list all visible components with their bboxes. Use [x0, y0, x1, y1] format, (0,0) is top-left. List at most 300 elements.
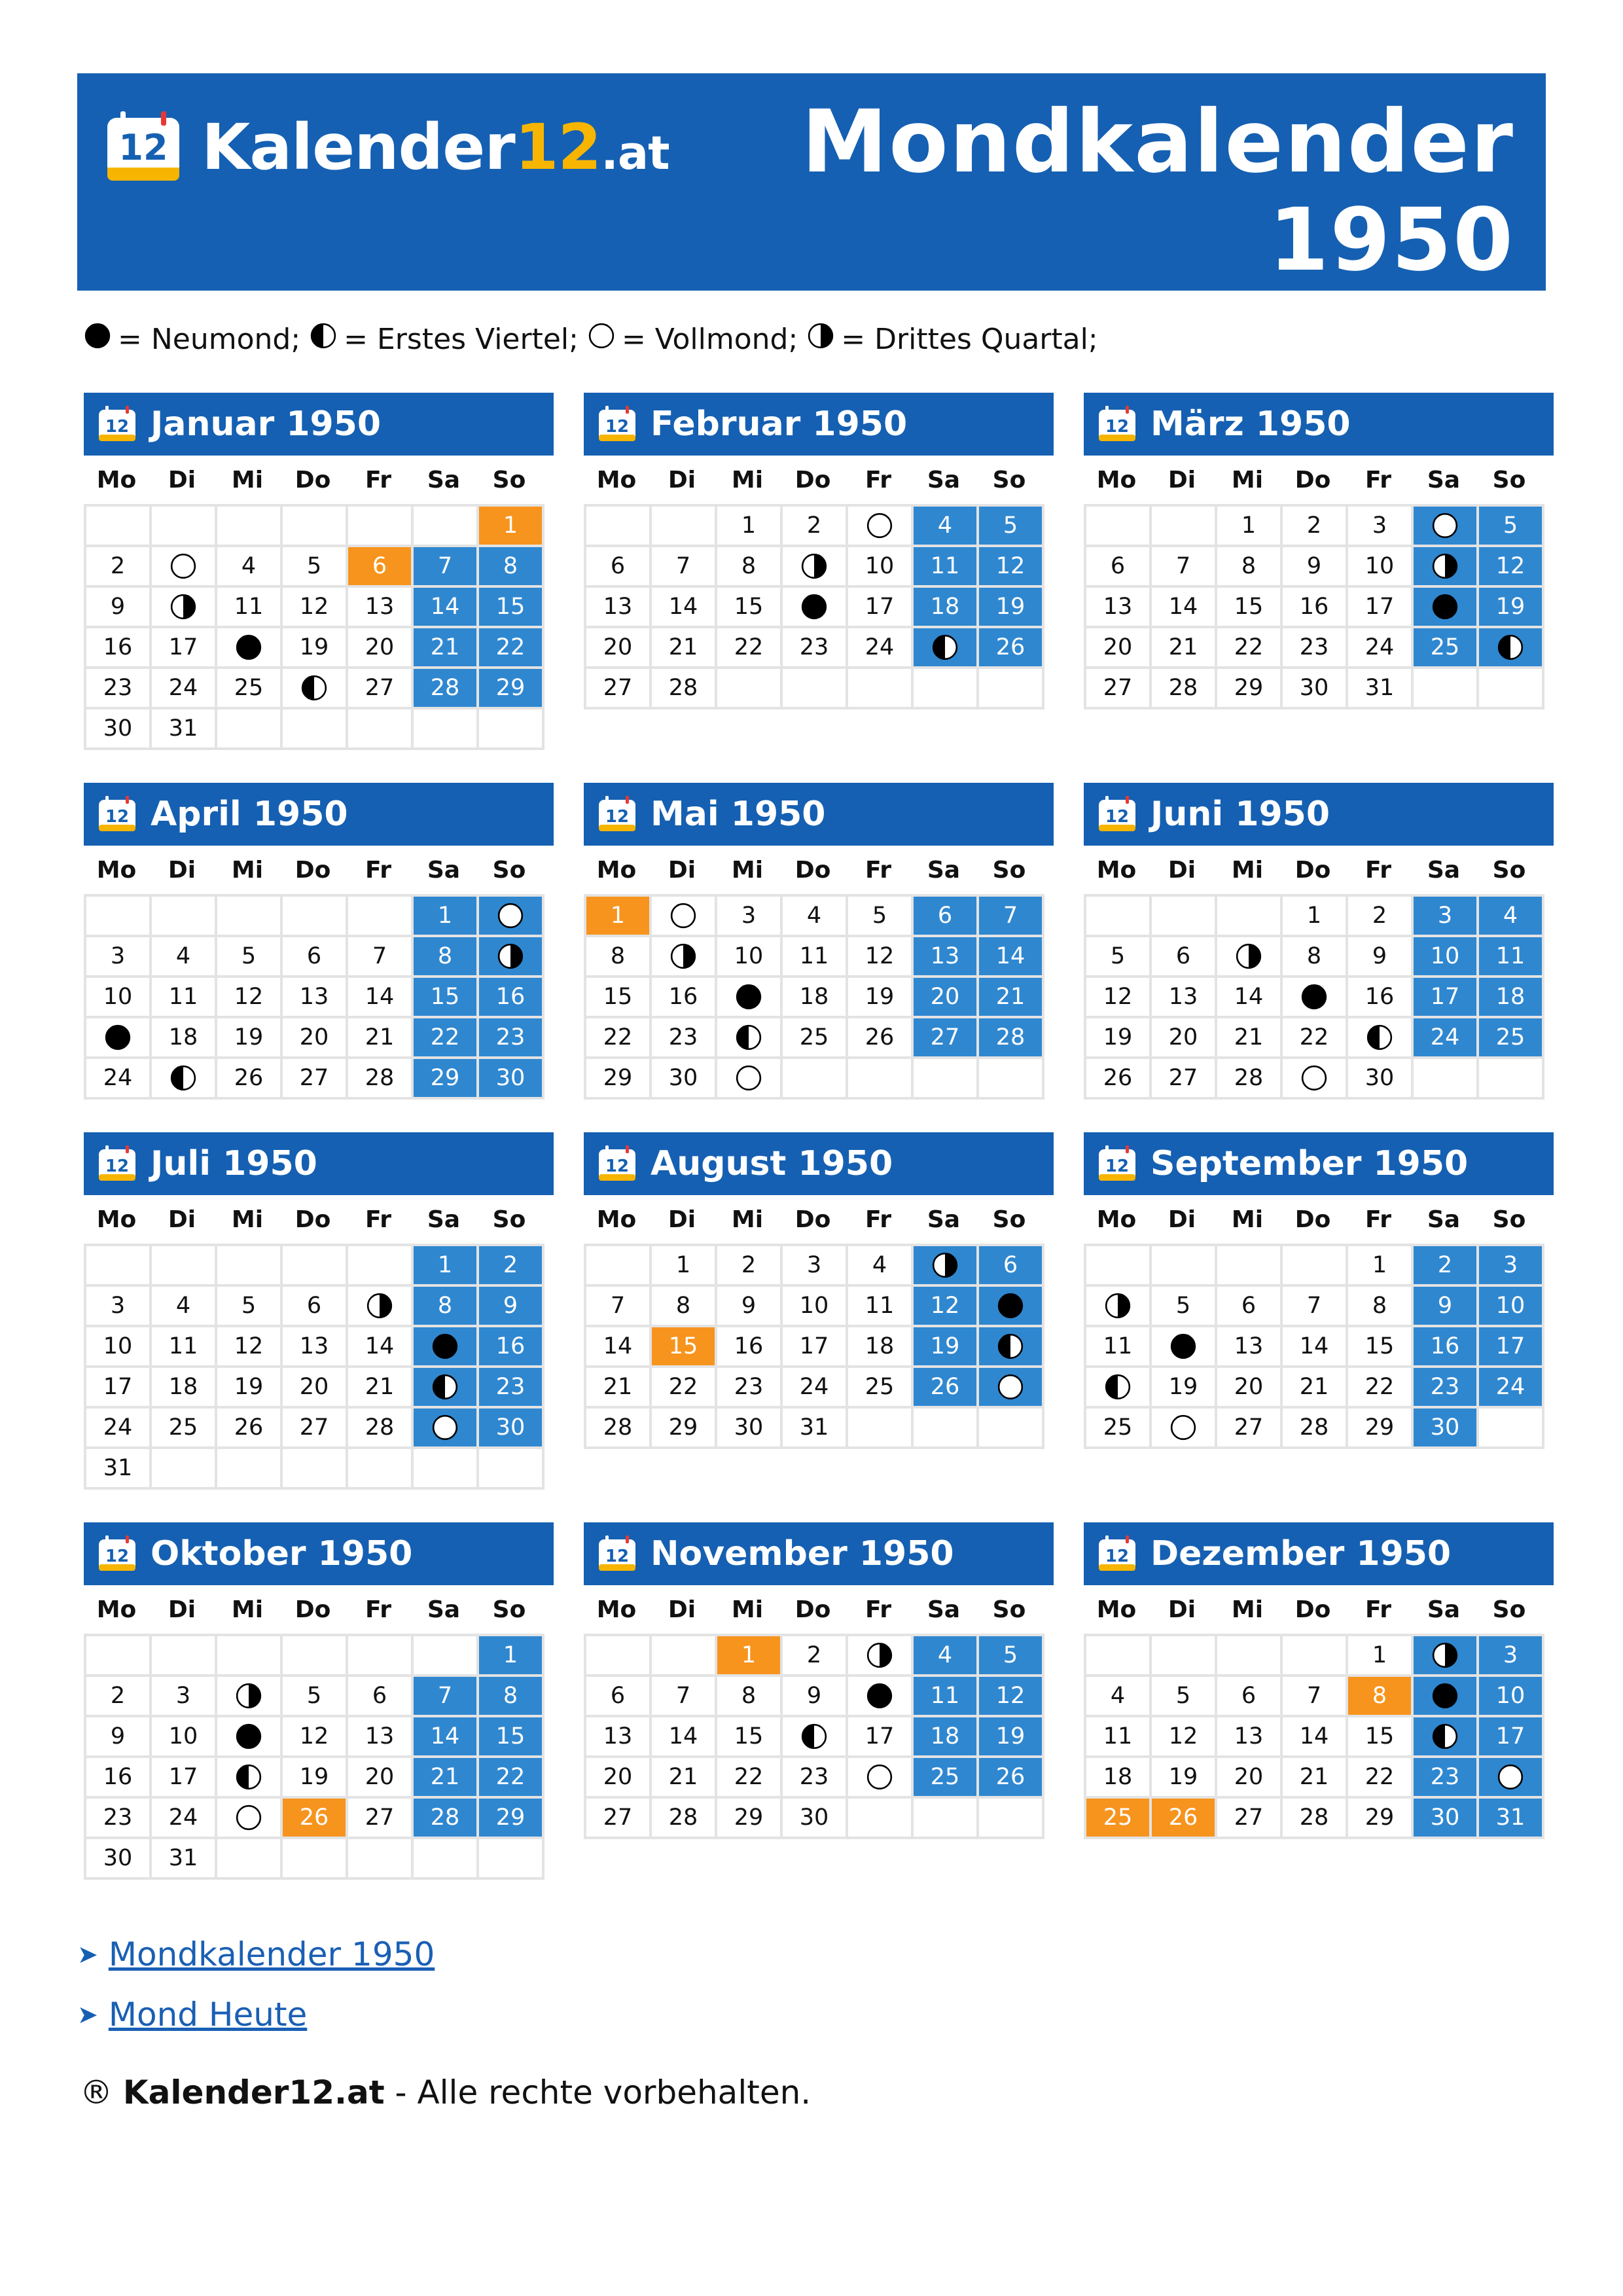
day-cell[interactable] — [1479, 628, 1544, 669]
day-cell[interactable]: 28 — [1152, 669, 1217, 709]
day-cell[interactable]: 16 — [717, 1327, 783, 1368]
day-cell[interactable]: 9 — [479, 1287, 544, 1327]
day-cell[interactable]: 19 — [283, 628, 348, 669]
day-cell[interactable] — [1152, 1327, 1217, 1368]
day-cell[interactable]: 7 — [652, 1677, 717, 1717]
day-cell[interactable]: 17 — [152, 628, 217, 669]
day-cell[interactable]: 6 — [348, 1677, 414, 1717]
day-cell[interactable] — [1283, 978, 1348, 1018]
day-cell[interactable]: 23 — [479, 1368, 544, 1408]
day-cell[interactable] — [414, 1327, 479, 1368]
day-cell[interactable]: 26 — [979, 1758, 1044, 1799]
day-cell[interactable]: 11 — [914, 1677, 979, 1717]
day-cell[interactable]: 26 — [914, 1368, 979, 1408]
day-cell[interactable]: 11 — [152, 1327, 217, 1368]
day-cell[interactable]: 14 — [414, 588, 479, 628]
day-cell[interactable]: 21 — [586, 1368, 652, 1408]
day-cell[interactable]: 30 — [86, 709, 152, 750]
day-cell[interactable]: 5 — [217, 937, 283, 978]
day-cell[interactable]: 21 — [348, 1018, 414, 1059]
day-cell[interactable]: 29 — [1348, 1408, 1414, 1449]
day-cell[interactable]: 5 — [1152, 1287, 1217, 1327]
day-cell[interactable]: 13 — [914, 937, 979, 978]
day-cell[interactable]: 21 — [414, 1758, 479, 1799]
day-cell[interactable]: 28 — [652, 669, 717, 709]
day-cell[interactable]: 19 — [1152, 1368, 1217, 1408]
day-cell[interactable] — [152, 547, 217, 588]
day-cell[interactable]: 28 — [1283, 1408, 1348, 1449]
day-cell[interactable]: 22 — [717, 1758, 783, 1799]
day-cell[interactable]: 13 — [586, 1717, 652, 1758]
day-cell[interactable]: 21 — [414, 628, 479, 669]
day-cell[interactable]: 24 — [86, 1408, 152, 1449]
day-cell[interactable]: 15 — [1348, 1327, 1414, 1368]
day-cell[interactable] — [217, 628, 283, 669]
day-cell[interactable] — [979, 1327, 1044, 1368]
day-cell[interactable]: 10 — [86, 1327, 152, 1368]
day-cell[interactable]: 11 — [1479, 937, 1544, 978]
day-cell[interactable]: 23 — [86, 1799, 152, 1839]
day-cell[interactable]: 27 — [348, 1799, 414, 1839]
day-cell[interactable]: 14 — [414, 1717, 479, 1758]
day-cell[interactable] — [1414, 1636, 1479, 1677]
day-cell[interactable]: 16 — [86, 1758, 152, 1799]
day-cell[interactable] — [414, 1368, 479, 1408]
day-cell[interactable]: 3 — [717, 897, 783, 937]
day-cell[interactable] — [348, 1287, 414, 1327]
day-cell[interactable]: 4 — [1479, 897, 1544, 937]
day-cell[interactable]: 13 — [348, 1717, 414, 1758]
day-cell[interactable]: 24 — [152, 669, 217, 709]
day-cell[interactable]: 19 — [1479, 588, 1544, 628]
day-cell[interactable]: 6 — [586, 1677, 652, 1717]
day-cell[interactable]: 24 — [848, 628, 914, 669]
day-cell[interactable]: 17 — [1479, 1327, 1544, 1368]
day-cell[interactable]: 24 — [152, 1799, 217, 1839]
day-cell[interactable]: 23 — [1414, 1368, 1479, 1408]
day-cell[interactable]: 22 — [717, 628, 783, 669]
day-cell[interactable]: 27 — [586, 1799, 652, 1839]
day-cell[interactable]: 28 — [414, 1799, 479, 1839]
day-cell[interactable] — [479, 897, 544, 937]
day-cell[interactable]: 17 — [1479, 1717, 1544, 1758]
day-cell[interactable]: 25 — [783, 1018, 848, 1059]
day-cell[interactable]: 20 — [1217, 1758, 1283, 1799]
day-cell[interactable]: 9 — [86, 1717, 152, 1758]
day-cell[interactable]: 12 — [217, 1327, 283, 1368]
day-cell[interactable]: 4 — [152, 1287, 217, 1327]
day-cell[interactable]: 9 — [783, 1677, 848, 1717]
day-cell[interactable]: 30 — [479, 1059, 544, 1100]
day-cell[interactable]: 6 — [1217, 1287, 1283, 1327]
site-logo[interactable] — [105, 111, 669, 183]
day-cell[interactable]: 16 — [652, 978, 717, 1018]
day-cell[interactable]: 1 — [1217, 507, 1283, 547]
footer-link[interactable]: Mond Heute — [108, 1996, 308, 2034]
day-cell[interactable]: 23 — [717, 1368, 783, 1408]
day-cell[interactable] — [217, 1758, 283, 1799]
day-cell[interactable]: 9 — [1414, 1287, 1479, 1327]
day-cell[interactable]: 8 — [414, 1287, 479, 1327]
day-cell[interactable]: 6 — [914, 897, 979, 937]
day-cell[interactable]: 25 — [152, 1408, 217, 1449]
day-cell[interactable]: 30 — [1414, 1799, 1479, 1839]
day-cell[interactable] — [652, 937, 717, 978]
day-cell[interactable]: 18 — [914, 1717, 979, 1758]
day-cell[interactable]: 23 — [652, 1018, 717, 1059]
day-cell[interactable]: 21 — [979, 978, 1044, 1018]
day-cell[interactable]: 19 — [217, 1368, 283, 1408]
day-cell[interactable]: 10 — [152, 1717, 217, 1758]
day-cell[interactable]: 5 — [283, 1677, 348, 1717]
day-cell[interactable]: 30 — [1348, 1059, 1414, 1100]
day-cell[interactable]: 12 — [283, 1717, 348, 1758]
day-cell[interactable]: 7 — [348, 937, 414, 978]
day-cell[interactable]: 12 — [1086, 978, 1152, 1018]
day-cell[interactable] — [717, 978, 783, 1018]
day-cell[interactable]: 22 — [1217, 628, 1283, 669]
day-cell[interactable]: 14 — [979, 937, 1044, 978]
day-cell[interactable]: 1 — [414, 897, 479, 937]
day-cell[interactable]: 2 — [717, 1246, 783, 1287]
day-cell[interactable]: 20 — [914, 978, 979, 1018]
day-cell[interactable]: 30 — [479, 1408, 544, 1449]
day-cell[interactable]: 22 — [479, 628, 544, 669]
day-cell[interactable]: 15 — [479, 1717, 544, 1758]
day-cell[interactable]: 9 — [1283, 547, 1348, 588]
day-cell[interactable]: 5 — [848, 897, 914, 937]
day-cell[interactable] — [1086, 1287, 1152, 1327]
day-cell[interactable]: 6 — [1217, 1677, 1283, 1717]
day-cell[interactable]: 11 — [848, 1287, 914, 1327]
day-cell[interactable]: 29 — [414, 1059, 479, 1100]
day-cell[interactable]: 13 — [348, 588, 414, 628]
day-cell[interactable]: 3 — [1414, 897, 1479, 937]
day-cell[interactable]: 19 — [1086, 1018, 1152, 1059]
day-cell[interactable]: 23 — [86, 669, 152, 709]
day-cell[interactable]: 28 — [348, 1059, 414, 1100]
day-cell[interactable] — [1348, 1018, 1414, 1059]
day-cell[interactable]: 6 — [1152, 937, 1217, 978]
day-cell[interactable]: 21 — [1152, 628, 1217, 669]
day-cell[interactable]: 25 — [1086, 1408, 1152, 1449]
day-cell[interactable]: 2 — [1348, 897, 1414, 937]
day-cell[interactable]: 21 — [652, 628, 717, 669]
day-cell[interactable]: 21 — [1283, 1758, 1348, 1799]
day-cell[interactable]: 22 — [586, 1018, 652, 1059]
day-cell[interactable]: 10 — [1479, 1677, 1544, 1717]
day-cell[interactable]: 2 — [479, 1246, 544, 1287]
day-cell[interactable]: 24 — [1479, 1368, 1544, 1408]
day-cell[interactable]: 16 — [479, 978, 544, 1018]
day-cell[interactable]: 8 — [717, 547, 783, 588]
day-cell[interactable]: 18 — [783, 978, 848, 1018]
day-cell[interactable]: 20 — [283, 1368, 348, 1408]
day-cell[interactable]: 23 — [783, 1758, 848, 1799]
day-cell[interactable] — [848, 1677, 914, 1717]
day-cell[interactable]: 18 — [152, 1368, 217, 1408]
day-cell[interactable] — [914, 1246, 979, 1287]
day-cell[interactable]: 27 — [1152, 1059, 1217, 1100]
day-cell[interactable]: 7 — [586, 1287, 652, 1327]
day-cell[interactable]: 4 — [914, 1636, 979, 1677]
day-cell[interactable]: 15 — [1348, 1717, 1414, 1758]
day-cell[interactable] — [1086, 1368, 1152, 1408]
day-cell[interactable]: 4 — [152, 937, 217, 978]
day-cell[interactable]: 15 — [652, 1327, 717, 1368]
day-cell[interactable] — [217, 1799, 283, 1839]
day-cell[interactable]: 1 — [479, 1636, 544, 1677]
day-cell[interactable]: 8 — [414, 937, 479, 978]
day-cell[interactable]: 19 — [217, 1018, 283, 1059]
day-cell[interactable]: 27 — [586, 669, 652, 709]
day-cell[interactable] — [414, 1408, 479, 1449]
day-cell[interactable]: 9 — [1348, 937, 1414, 978]
day-cell[interactable] — [86, 1018, 152, 1059]
day-cell[interactable]: 16 — [86, 628, 152, 669]
day-cell[interactable]: 30 — [1414, 1408, 1479, 1449]
day-cell[interactable]: 21 — [1283, 1368, 1348, 1408]
day-cell[interactable] — [783, 547, 848, 588]
day-cell[interactable]: 16 — [1283, 588, 1348, 628]
day-cell[interactable]: 5 — [1152, 1677, 1217, 1717]
footer-link[interactable]: Mondkalender 1950 — [108, 1935, 435, 1973]
day-cell[interactable]: 8 — [1217, 547, 1283, 588]
day-cell[interactable]: 2 — [1283, 507, 1348, 547]
day-cell[interactable]: 7 — [979, 897, 1044, 937]
day-cell[interactable]: 17 — [848, 1717, 914, 1758]
day-cell[interactable]: 17 — [152, 1758, 217, 1799]
day-cell[interactable]: 24 — [1414, 1018, 1479, 1059]
day-cell[interactable] — [152, 588, 217, 628]
day-cell[interactable] — [1414, 507, 1479, 547]
day-cell[interactable]: 29 — [652, 1408, 717, 1449]
day-cell[interactable] — [1414, 547, 1479, 588]
day-cell[interactable]: 5 — [979, 1636, 1044, 1677]
day-cell[interactable]: 12 — [914, 1287, 979, 1327]
day-cell[interactable]: 6 — [348, 547, 414, 588]
day-cell[interactable]: 29 — [586, 1059, 652, 1100]
day-cell[interactable]: 10 — [783, 1287, 848, 1327]
day-cell[interactable]: 25 — [1479, 1018, 1544, 1059]
day-cell[interactable]: 10 — [1348, 547, 1414, 588]
day-cell[interactable]: 20 — [1086, 628, 1152, 669]
day-cell[interactable]: 28 — [348, 1408, 414, 1449]
day-cell[interactable]: 14 — [652, 1717, 717, 1758]
day-cell[interactable]: 18 — [1086, 1758, 1152, 1799]
day-cell[interactable]: 5 — [283, 547, 348, 588]
day-cell[interactable]: 7 — [414, 547, 479, 588]
day-cell[interactable]: 18 — [848, 1327, 914, 1368]
day-cell[interactable]: 12 — [283, 588, 348, 628]
day-cell[interactable]: 21 — [1217, 1018, 1283, 1059]
day-cell[interactable]: 25 — [848, 1368, 914, 1408]
day-cell[interactable]: 5 — [1479, 507, 1544, 547]
day-cell[interactable] — [1414, 588, 1479, 628]
day-cell[interactable]: 22 — [1348, 1758, 1414, 1799]
day-cell[interactable]: 7 — [1283, 1287, 1348, 1327]
day-cell[interactable]: 27 — [1217, 1799, 1283, 1839]
day-cell[interactable] — [1479, 1758, 1544, 1799]
day-cell[interactable]: 19 — [979, 1717, 1044, 1758]
day-cell[interactable]: 14 — [652, 588, 717, 628]
day-cell[interactable]: 16 — [1348, 978, 1414, 1018]
day-cell[interactable]: 22 — [414, 1018, 479, 1059]
day-cell[interactable] — [979, 1368, 1044, 1408]
day-cell[interactable]: 30 — [783, 1799, 848, 1839]
day-cell[interactable]: 20 — [586, 1758, 652, 1799]
day-cell[interactable]: 5 — [979, 507, 1044, 547]
day-cell[interactable]: 1 — [717, 1636, 783, 1677]
day-cell[interactable]: 26 — [283, 1799, 348, 1839]
day-cell[interactable]: 14 — [1283, 1717, 1348, 1758]
day-cell[interactable] — [1283, 1059, 1348, 1100]
day-cell[interactable]: 17 — [1414, 978, 1479, 1018]
day-cell[interactable]: 15 — [479, 588, 544, 628]
day-cell[interactable]: 13 — [283, 978, 348, 1018]
day-cell[interactable] — [283, 669, 348, 709]
day-cell[interactable]: 8 — [1348, 1677, 1414, 1717]
day-cell[interactable] — [479, 937, 544, 978]
day-cell[interactable]: 22 — [479, 1758, 544, 1799]
day-cell[interactable]: 30 — [1283, 669, 1348, 709]
day-cell[interactable]: 1 — [414, 1246, 479, 1287]
day-cell[interactable]: 19 — [1152, 1758, 1217, 1799]
day-cell[interactable]: 27 — [283, 1408, 348, 1449]
day-cell[interactable]: 4 — [914, 507, 979, 547]
day-cell[interactable]: 1 — [479, 507, 544, 547]
day-cell[interactable]: 23 — [1414, 1758, 1479, 1799]
day-cell[interactable]: 6 — [979, 1246, 1044, 1287]
day-cell[interactable]: 18 — [152, 1018, 217, 1059]
day-cell[interactable]: 5 — [217, 1287, 283, 1327]
day-cell[interactable] — [1217, 937, 1283, 978]
day-cell[interactable]: 8 — [586, 937, 652, 978]
day-cell[interactable]: 8 — [479, 547, 544, 588]
day-cell[interactable]: 31 — [783, 1408, 848, 1449]
day-cell[interactable]: 26 — [1152, 1799, 1217, 1839]
day-cell[interactable]: 13 — [1217, 1717, 1283, 1758]
day-cell[interactable]: 8 — [1348, 1287, 1414, 1327]
day-cell[interactable]: 26 — [979, 628, 1044, 669]
day-cell[interactable]: 30 — [652, 1059, 717, 1100]
day-cell[interactable]: 28 — [652, 1799, 717, 1839]
day-cell[interactable]: 19 — [283, 1758, 348, 1799]
day-cell[interactable]: 19 — [914, 1327, 979, 1368]
day-cell[interactable] — [1414, 1677, 1479, 1717]
day-cell[interactable]: 26 — [217, 1408, 283, 1449]
day-cell[interactable]: 9 — [717, 1287, 783, 1327]
day-cell[interactable]: 10 — [717, 937, 783, 978]
day-cell[interactable]: 13 — [1217, 1327, 1283, 1368]
day-cell[interactable]: 20 — [348, 1758, 414, 1799]
day-cell[interactable]: 22 — [1348, 1368, 1414, 1408]
day-cell[interactable]: 25 — [914, 1758, 979, 1799]
day-cell[interactable]: 2 — [783, 507, 848, 547]
day-cell[interactable]: 15 — [586, 978, 652, 1018]
day-cell[interactable]: 12 — [848, 937, 914, 978]
day-cell[interactable]: 3 — [86, 1287, 152, 1327]
day-cell[interactable]: 29 — [479, 669, 544, 709]
day-cell[interactable]: 10 — [848, 547, 914, 588]
day-cell[interactable]: 28 — [979, 1018, 1044, 1059]
day-cell[interactable]: 15 — [717, 588, 783, 628]
day-cell[interactable]: 17 — [86, 1368, 152, 1408]
day-cell[interactable]: 28 — [1217, 1059, 1283, 1100]
day-cell[interactable]: 20 — [1152, 1018, 1217, 1059]
day-cell[interactable]: 7 — [652, 547, 717, 588]
day-cell[interactable]: 19 — [979, 588, 1044, 628]
day-cell[interactable]: 11 — [914, 547, 979, 588]
day-cell[interactable] — [783, 1717, 848, 1758]
day-cell[interactable]: 22 — [652, 1368, 717, 1408]
day-cell[interactable]: 26 — [217, 1059, 283, 1100]
day-cell[interactable]: 31 — [1348, 669, 1414, 709]
day-cell[interactable]: 6 — [283, 1287, 348, 1327]
day-cell[interactable]: 13 — [1086, 588, 1152, 628]
day-cell[interactable]: 3 — [1479, 1636, 1544, 1677]
day-cell[interactable]: 12 — [1479, 547, 1544, 588]
day-cell[interactable]: 11 — [783, 937, 848, 978]
day-cell[interactable]: 24 — [1348, 628, 1414, 669]
day-cell[interactable]: 11 — [1086, 1327, 1152, 1368]
day-cell[interactable]: 8 — [717, 1677, 783, 1717]
day-cell[interactable]: 2 — [783, 1636, 848, 1677]
day-cell[interactable] — [717, 1059, 783, 1100]
day-cell[interactable]: 4 — [848, 1246, 914, 1287]
day-cell[interactable]: 10 — [86, 978, 152, 1018]
day-cell[interactable] — [1152, 1408, 1217, 1449]
day-cell[interactable]: 6 — [283, 937, 348, 978]
day-cell[interactable]: 26 — [848, 1018, 914, 1059]
day-cell[interactable]: 3 — [783, 1246, 848, 1287]
day-cell[interactable]: 25 — [1086, 1799, 1152, 1839]
day-cell[interactable]: 9 — [86, 588, 152, 628]
day-cell[interactable]: 1 — [1348, 1246, 1414, 1287]
day-cell[interactable]: 20 — [348, 628, 414, 669]
day-cell[interactable]: 3 — [1479, 1246, 1544, 1287]
day-cell[interactable]: 15 — [1217, 588, 1283, 628]
day-cell[interactable]: 24 — [86, 1059, 152, 1100]
day-cell[interactable] — [217, 1677, 283, 1717]
day-cell[interactable]: 13 — [1152, 978, 1217, 1018]
day-cell[interactable]: 15 — [717, 1717, 783, 1758]
day-cell[interactable]: 8 — [1283, 937, 1348, 978]
day-cell[interactable]: 6 — [586, 547, 652, 588]
day-cell[interactable]: 31 — [152, 709, 217, 750]
day-cell[interactable]: 17 — [783, 1327, 848, 1368]
day-cell[interactable]: 26 — [1086, 1059, 1152, 1100]
day-cell[interactable]: 15 — [414, 978, 479, 1018]
day-cell[interactable]: 17 — [1348, 588, 1414, 628]
day-cell[interactable]: 20 — [283, 1018, 348, 1059]
day-cell[interactable] — [152, 1059, 217, 1100]
day-cell[interactable] — [1414, 1717, 1479, 1758]
day-cell[interactable]: 20 — [1217, 1368, 1283, 1408]
day-cell[interactable]: 30 — [717, 1408, 783, 1449]
day-cell[interactable]: 16 — [1414, 1327, 1479, 1368]
day-cell[interactable] — [848, 507, 914, 547]
day-cell[interactable] — [979, 1287, 1044, 1327]
day-cell[interactable]: 23 — [479, 1018, 544, 1059]
day-cell[interactable]: 27 — [348, 669, 414, 709]
day-cell[interactable]: 4 — [1086, 1677, 1152, 1717]
day-cell[interactable] — [914, 628, 979, 669]
day-cell[interactable]: 1 — [652, 1246, 717, 1287]
day-cell[interactable]: 4 — [783, 897, 848, 937]
day-cell[interactable]: 1 — [717, 507, 783, 547]
day-cell[interactable]: 21 — [652, 1758, 717, 1799]
